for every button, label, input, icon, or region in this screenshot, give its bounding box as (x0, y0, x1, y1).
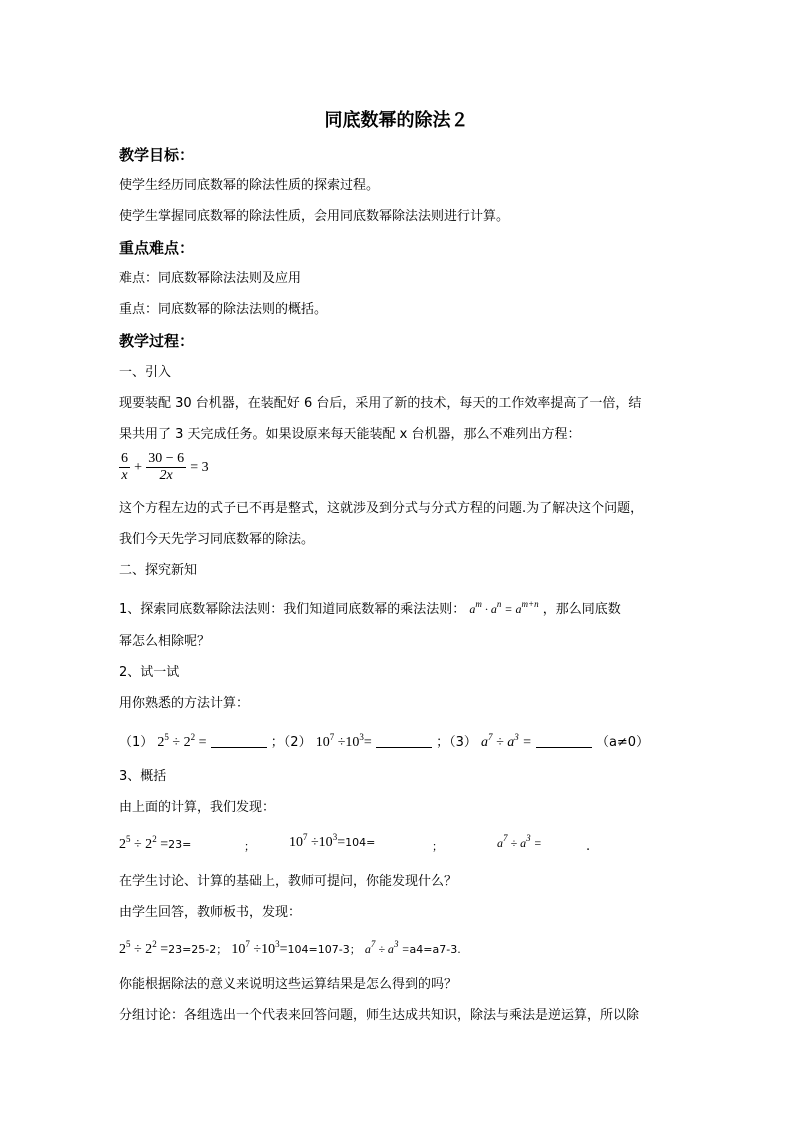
exercise-2-formula: $10^7 \div 10^3=$ (315, 732, 372, 750)
fraction-1: $\frac{6}{x}$ (121, 451, 128, 483)
summary-heading: 3、概括 (119, 769, 167, 784)
intro-paragraph-line-2: 果共用了 3 天完成任务。如果设原来每天能装配 x 台机器，那么不难列出方程： (119, 427, 581, 442)
discuss-paragraph: 在学生讨论、计算的基础上，教师可提问，你能发现什么？ (119, 874, 458, 889)
answers-line: $2^5 \div 2^2 =23=25-2$； $10^7 \div 10^3=104=107-3$； $a^7 \div a^3 =a4=a7-3$. (119, 939, 461, 957)
exercise-1-blank (211, 735, 267, 748)
exercise-line: （1） $2^5 \div 2^2$ = ；（2） $10^7 \div 10^3=$ ；（3） $a^7 \div a^3 = (a\ne 0)$ (119, 732, 650, 750)
try-paragraph: 用你熟悉的方法计算： (119, 696, 250, 711)
page-title: 同底数幂的除法２ (324, 110, 469, 131)
answer-paragraph: 由学生回答，教师板书，发现： (119, 905, 302, 920)
explore-paragraph-line-1: 1、探索同底数幂除法法则：我们知道同底数幂的乘法法则： $a^m \cdot a^n = a^{m+n}$ ，那么同底数 (119, 599, 621, 617)
key-heading: 重点难点： (119, 239, 195, 257)
group-discussion-paragraph: 分组讨论：各组选出一个代表来回答问题，师生达成共知识，除法与乘法是逆运算，所以除 (119, 1008, 640, 1023)
product-rule-formula: $a^m \cdot a^n = a^{m+n}$ (469, 599, 539, 616)
goals-heading: 教学目标： (119, 146, 195, 164)
explore-paragraph-line-2: 幂怎么相除呢？ (119, 634, 211, 649)
question-paragraph: 你能根据除法的意义来说明这些运算结果是怎么得到的吗？ (119, 977, 458, 992)
discovery-line: $2^5 \div 2^2 =23=$ (119, 834, 192, 852)
exercise-1-formula: $2^5 \div 2^2$ = (157, 732, 207, 750)
fraction-2: $\frac{30 - 6}{2x}$ (148, 451, 185, 483)
process-heading: 教学过程： (119, 332, 195, 350)
explore-heading: 二、探究新知 (119, 563, 198, 578)
exercise-2-blank (376, 735, 432, 748)
difficulty-text: 难点：同底数幂除法法则及应用 (119, 271, 302, 286)
summary-paragraph: 由上面的计算，我们发现： (119, 800, 276, 815)
goal-1: 使学生经历同底数幂的除法性质的探索过程。 (119, 178, 380, 193)
intro-paragraph-line-1: 现要装配 30 台机器，在装配好 6 台后，采用了新的技术，每天的工作效率提高了一倍，结 (119, 396, 642, 411)
document-page: 同底数幂的除法２ 教学目标： 使学生经历同底数幂的除法性质的探索过程。 使学生掌握同底数幂的除法性质，会用同底数幂除法法则进行计算。 重点难点： 难点：同底数幂除法法则及应用 重点：同底数幂的除法法则的概括。 教学过程： 一、引入 现要装配 30 台机器，在装配好 6 台后，采用了新的技术，每天的工作效率提高了一倍，结 果共用了 3 天完成任务。如果设原来每天能装配 x 台机器，那么不难列出方程： $\frac{6}{x}$ + $\frac{30 - 6}{2x}$ = 3 这个方程左边的式子已不再是整式，这就涉及到分式与分式方程的问题.为了解决这个问题， 我们今天先学习同底数幂的除法。 二、探究新知 1、探索同底数幂除法法则：我们知道同底数幂的乘法法则： $a^m \cdot a^n = a^{m+n}$ ，那么同底数 幂怎么相除呢？ 2、试一试 用你熟悉的方法计算： （1） $2^5 \div 2^2$ = ；（2） $10^7 \div 10^3=$ ；（3） $a^7 \div a^3 = (a\ne 0)$ 3、概括 由上面的计算，我们发现： $2^5 \div 2^2 =23=$ ； $10^7 \div 10^3=104=$ ； $a^7 \div a^3$ = . 在学生讨论、计算的基础上，教师可提问，你能发现什么？ 由学生回答，教师板书，发现： $2^5 \div 2^2 =23=25-2$； $10^7 \div 10^3=104=107-3$； $a^7 \div a^3 =a4=a7-3$. 你能根据除法的意义来说明这些运算结果是怎么得到的吗？ 分组讨论：各组选出一个代表来回答问题，师生达成共知识，除法与乘法是逆运算，所以除 (0, 0, 793, 1122)
intro-paragraph-line-4: 我们今天先学习同底数幂的除法。 (119, 532, 315, 547)
exercise-3-blank (536, 735, 592, 748)
equation: $\frac{6}{x}$ + $\frac{30 - 6}{2x}$ = 3 (121, 451, 209, 483)
try-heading: 2、试一试 (119, 665, 180, 680)
intro-heading: 一、引入 (119, 365, 172, 380)
intro-paragraph-line-3: 这个方程左边的式子已不再是整式，这就涉及到分式与分式方程的问题.为了解决这个问题， (119, 501, 644, 516)
goal-2: 使学生掌握同底数幂的除法性质，会用同底数幂除法法则进行计算。 (119, 209, 510, 224)
key-point-text: 重点：同底数幂的除法法则的概括。 (119, 302, 328, 317)
exercise-3-formula: $a^7 \div a^3$ = (481, 732, 532, 750)
